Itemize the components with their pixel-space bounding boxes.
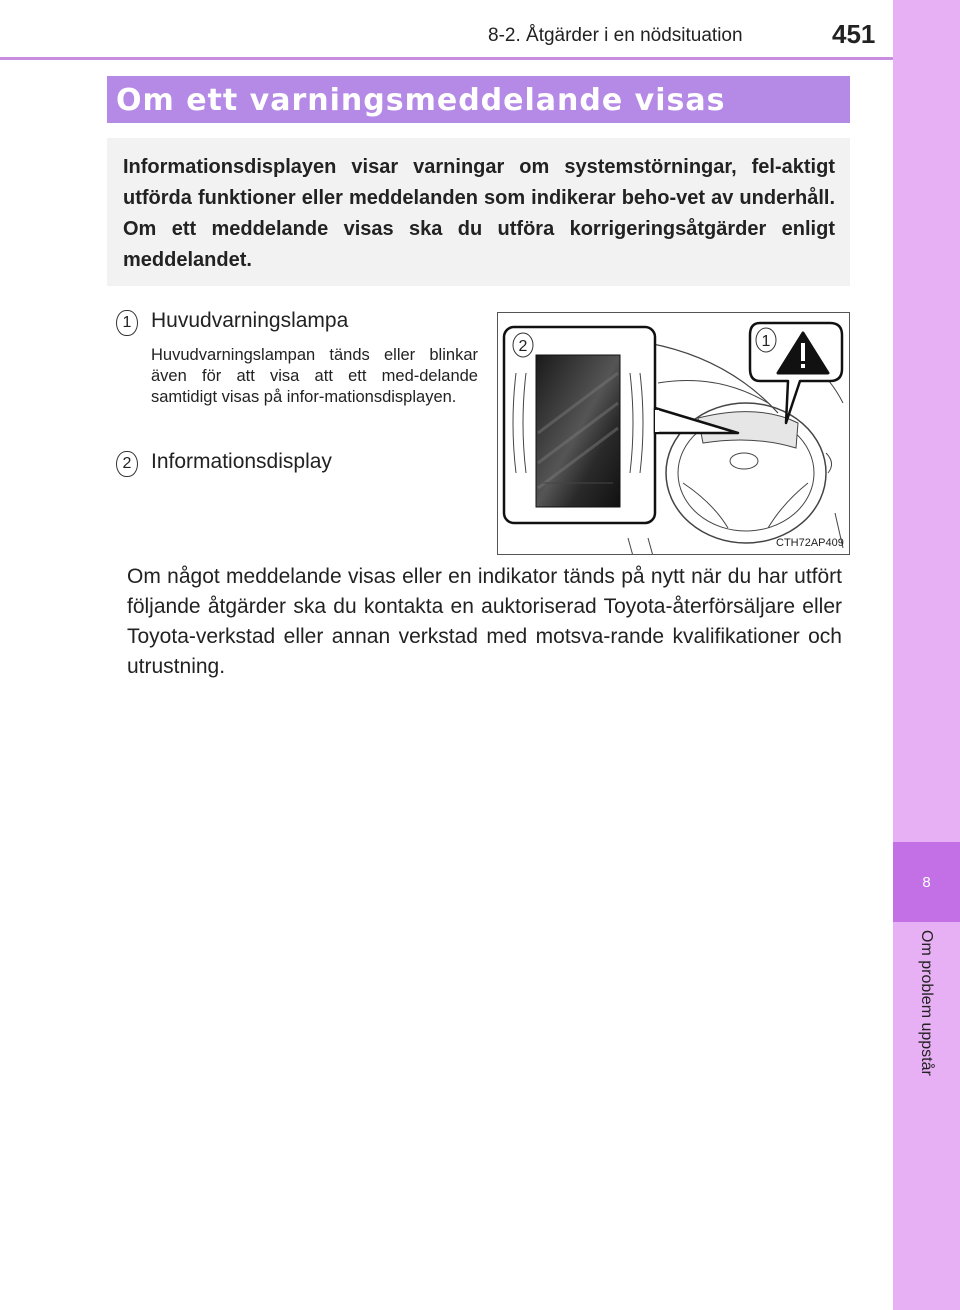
dashboard-illustration-svg bbox=[498, 313, 850, 555]
section-title: 8-2. Åtgärder i en nödsituation bbox=[488, 25, 743, 46]
chapter-number: 8 bbox=[893, 842, 960, 922]
figure-code: CTH72AP409 bbox=[776, 537, 844, 549]
chapter-label-text: Om problem uppstår bbox=[918, 930, 935, 1076]
intro-box bbox=[107, 138, 850, 286]
item-title-2: Informationsdisplay bbox=[151, 450, 332, 473]
chapter-label bbox=[893, 930, 960, 1130]
page-number: 451 bbox=[832, 19, 876, 49]
page-title: Om ett varningsmeddelande visas bbox=[116, 83, 726, 118]
dashboard-illustration bbox=[497, 312, 850, 555]
page-title-bar bbox=[107, 76, 850, 123]
callout-1-label: 1 bbox=[761, 333, 771, 350]
item-number-2: 2 bbox=[116, 451, 138, 477]
header-divider bbox=[0, 57, 893, 60]
item-title-1: Huvudvarningslampa bbox=[151, 309, 349, 332]
callout-2-label: 2 bbox=[518, 338, 528, 355]
item-number-1: 1 bbox=[116, 310, 138, 336]
intro-text: Informationsdisplayen visar varningar om systemstörningar, fel-aktigt utförda funktioner eller meddelanden som indikerar beho-vet av underhåll. Om ett meddelande visas ska du utföra korrigeringsåtgärder enligt meddelandet. bbox=[123, 156, 835, 271]
body-paragraph: Om något meddelande visas eller en indikator tänds på nytt när du har utfört följande åtgärder ska du kontakta en auktoriserad Toyota-återförsäljare eller Toyota-verkstad eller annan verkstad med motsva-rande kvalifikationer och utrustning. bbox=[127, 565, 842, 678]
item-description-1: Huvudvarningslampan tänds eller blinkar även för att visa att ett med-delande samtidigt visas på infor-mationsdisplayen. bbox=[151, 346, 478, 406]
